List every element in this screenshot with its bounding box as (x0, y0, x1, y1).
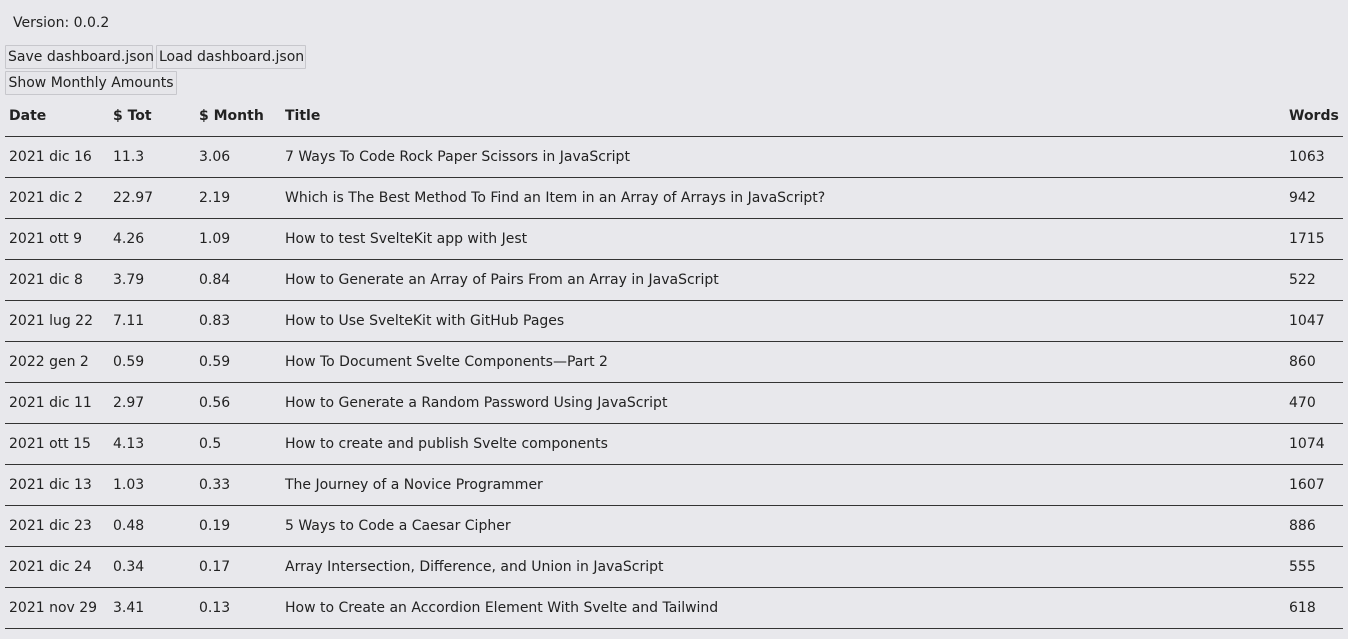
cell-month: 0.13 (195, 588, 281, 629)
cell-tot: 7.11 (109, 301, 195, 342)
cell-month: 0.84 (195, 260, 281, 301)
cell-date: 2021 dic 2 (5, 178, 109, 219)
table-row (5, 137, 1343, 178)
cell-words: 470 (1285, 383, 1343, 424)
cell-tot: 22.97 (109, 178, 195, 219)
table-row (5, 588, 1343, 629)
table-row (5, 342, 1343, 383)
table-row (5, 506, 1343, 547)
cell-title: How to Create an Accordion Element With Svelte and Tailwind (281, 588, 1285, 629)
cell-month: 1.09 (195, 219, 281, 260)
table-row (5, 260, 1343, 301)
cell-title: Which is The Best Method To Find an Item in an Array of Arrays in JavaScript? (281, 178, 1285, 219)
cell-month: 0.33 (195, 465, 281, 506)
cell-date: 2021 ott 9 (5, 219, 109, 260)
cell-title: 7 Ways To Code Rock Paper Scissors in JavaScript (281, 137, 1285, 178)
table-header-row (5, 96, 1343, 137)
table-body (5, 137, 1343, 629)
cell-date: 2022 gen 2 (5, 342, 109, 383)
cell-date: 2021 nov 29 (5, 588, 109, 629)
cell-words: 1074 (1285, 424, 1343, 465)
cell-month: 0.83 (195, 301, 281, 342)
cell-date: 2021 dic 8 (5, 260, 109, 301)
table-row (5, 465, 1343, 506)
cell-words: 1047 (1285, 301, 1343, 342)
cell-title: How to Generate an Array of Pairs From an Array in JavaScript (281, 260, 1285, 301)
column-header-title[interactable]: Title (281, 96, 1285, 137)
cell-words: 860 (1285, 342, 1343, 383)
cell-tot: 0.34 (109, 547, 195, 588)
cell-tot: 0.48 (109, 506, 195, 547)
cell-tot: 3.41 (109, 588, 195, 629)
table-row (5, 178, 1343, 219)
show-monthly-amounts-button[interactable]: Show Monthly Amounts (5, 71, 177, 95)
cell-title: How to Use SvelteKit with GitHub Pages (281, 301, 1285, 342)
cell-title: The Journey of a Novice Programmer (281, 465, 1285, 506)
cell-title: 5 Ways to Code a Caesar Cipher (281, 506, 1285, 547)
column-header-tot[interactable]: $ Tot (109, 96, 195, 137)
cell-month: 2.19 (195, 178, 281, 219)
cell-words: 1607 (1285, 465, 1343, 506)
cell-tot: 4.13 (109, 424, 195, 465)
cell-tot: 1.03 (109, 465, 195, 506)
cell-title: How To Document Svelte Components—Part 2 (281, 342, 1285, 383)
cell-tot: 2.97 (109, 383, 195, 424)
cell-month: 0.56 (195, 383, 281, 424)
cell-tot: 11.3 (109, 137, 195, 178)
cell-tot: 3.79 (109, 260, 195, 301)
cell-title: Array Intersection, Difference, and Union in JavaScript (281, 547, 1285, 588)
cell-words: 1063 (1285, 137, 1343, 178)
cell-title: How to create and publish Svelte components (281, 424, 1285, 465)
cell-month: 0.59 (195, 342, 281, 383)
table-row (5, 219, 1343, 260)
cell-month: 0.19 (195, 506, 281, 547)
cell-title: How to test SvelteKit app with Jest (281, 219, 1285, 260)
cell-words: 618 (1285, 588, 1343, 629)
save-dashboard-button[interactable]: Save dashboard.json (5, 45, 153, 69)
cell-words: 1715 (1285, 219, 1343, 260)
cell-date: 2021 dic 11 (5, 383, 109, 424)
cell-title: How to Generate a Random Password Using JavaScript (281, 383, 1285, 424)
cell-words: 522 (1285, 260, 1343, 301)
cell-words: 886 (1285, 506, 1343, 547)
table-row (5, 301, 1343, 342)
cell-date: 2021 dic 23 (5, 506, 109, 547)
table-row (5, 547, 1343, 588)
cell-date: 2021 dic 16 (5, 137, 109, 178)
column-header-date[interactable]: Date (5, 96, 109, 137)
cell-words: 555 (1285, 547, 1343, 588)
column-header-month[interactable]: $ Month (195, 96, 281, 137)
cell-date: 2021 ott 15 (5, 424, 109, 465)
cell-tot: 4.26 (109, 219, 195, 260)
table-row (5, 424, 1343, 465)
version-label: Version: 0.0.2 (13, 15, 110, 31)
cell-words: 942 (1285, 178, 1343, 219)
cell-month: 0.5 (195, 424, 281, 465)
cell-date: 2021 lug 22 (5, 301, 109, 342)
cell-month: 3.06 (195, 137, 281, 178)
posts-table (5, 96, 1343, 629)
cell-tot: 0.59 (109, 342, 195, 383)
column-header-words[interactable]: Words (1285, 96, 1343, 137)
table-row (5, 383, 1343, 424)
cell-date: 2021 dic 24 (5, 547, 109, 588)
load-dashboard-button[interactable]: Load dashboard.json (156, 45, 306, 69)
cell-date: 2021 dic 13 (5, 465, 109, 506)
cell-month: 0.17 (195, 547, 281, 588)
